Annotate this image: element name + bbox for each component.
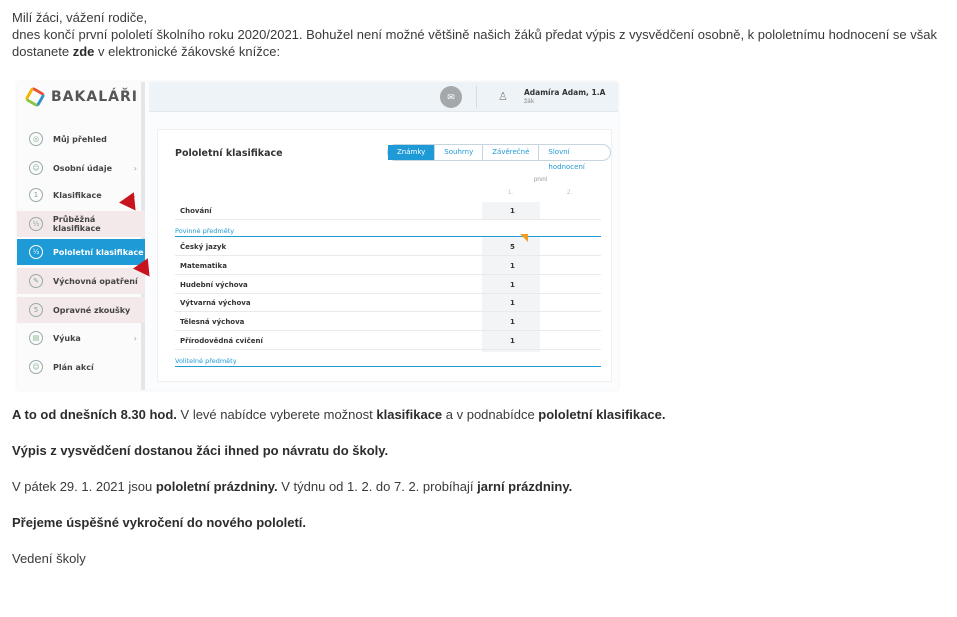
paragraph-1-bold-2: klasifikace <box>376 407 443 422</box>
grade-five-icon: 5 <box>29 303 43 317</box>
tab-zaverecne[interactable]: Závěrečné <box>483 145 539 160</box>
grades-card <box>157 129 612 382</box>
paragraph-1-text-2: a v podnabídce <box>442 407 539 422</box>
article <box>12 9 947 60</box>
book-icon: ▤ <box>29 331 43 345</box>
logo-icon <box>24 86 46 108</box>
column-header: první <box>534 177 548 183</box>
section-optional: Volitelné předměty <box>175 357 601 367</box>
chevron-down-icon: ⌄ <box>130 190 137 200</box>
paragraph-3-bold: pololetní prázdniny. <box>155 479 278 494</box>
tab-souhrny[interactable]: Souhrny <box>435 145 483 160</box>
grade-value: 1 <box>510 281 515 289</box>
fraction-icon: ½ <box>29 217 43 231</box>
subject-name: Přírodovědná cvičení <box>180 337 263 345</box>
grade-value: 1 <box>510 299 515 307</box>
sidebar-item-osobni-udaje[interactable] <box>17 155 145 181</box>
user-name[interactable]: Adamíra Adam, 1.A <box>524 88 606 97</box>
sidebar-item-prehled[interactable] <box>17 126 145 152</box>
paragraph-3-text-2: V týdnu od 1. 2. do 7. 2. probíhají <box>277 479 478 494</box>
paragraph-3-bold-2: jarní prázdniny. <box>477 479 573 494</box>
chevron-right-icon: › <box>133 333 137 343</box>
section-required: Povinné předměty <box>175 227 601 237</box>
grade-value: 1 <box>510 337 515 345</box>
subject-name: Hudební výchova <box>180 281 248 289</box>
zde-link[interactable]: zde <box>72 44 95 59</box>
tab-znamky[interactable]: Známky <box>388 145 435 160</box>
tab-slovni-hodnoceni[interactable]: Slovní hodnocení <box>548 148 585 171</box>
grade-value: 1 <box>510 262 515 270</box>
logo-text: BAKALÁŘI <box>51 89 138 105</box>
grade-value: 1 <box>510 207 515 215</box>
paragraph-1-text: V levé nabídce vyberete možnost <box>176 407 377 422</box>
sidebar-item-label: Osobní údaje <box>53 163 112 173</box>
subject-name: Český jazyk <box>180 243 227 251</box>
logo <box>27 86 138 108</box>
card-title: Pololetní klasifikace <box>175 148 283 159</box>
signature: Vedení školy <box>12 551 86 566</box>
person-icon: ☺ <box>29 161 43 175</box>
sidebar-item-label: Můj přehled <box>53 134 107 144</box>
grade-value: 1 <box>510 318 515 326</box>
column-header-2: 2. <box>567 190 573 196</box>
bakalari-screenshot <box>17 82 618 390</box>
table-row <box>175 202 601 220</box>
table-row <box>175 313 601 331</box>
paragraph-3 <box>12 478 947 495</box>
intro-line-1: dnes končí první pololetí školního roku 2020/2021. Bohužel není možné většině našich žáků předat výpis z vysvědčení osobně, k pololetnímu hodnocení se však <box>12 27 938 42</box>
table-row <box>175 294 601 312</box>
table-row <box>175 276 601 294</box>
grade-value: 5 <box>510 243 515 251</box>
top-bar <box>149 82 618 112</box>
subject-name: Výtvarná výchova <box>180 299 251 307</box>
people-icon: ☺ <box>29 360 43 374</box>
sidebar-item-label: Klasifikace <box>53 190 102 200</box>
subject-name: Tělesná výchova <box>180 318 245 326</box>
subject-name: Chování <box>180 207 212 215</box>
intro-line-2 <box>12 43 947 60</box>
paragraph-1-bold-3: pololetní klasifikace. <box>538 407 666 422</box>
sidebar-item-label: Pololetní klasifikace <box>53 247 144 257</box>
sidebar-item-label: Výchovná opatření <box>53 276 138 286</box>
article-body <box>12 406 947 567</box>
sidebar-item-opravne[interactable] <box>17 297 145 323</box>
paragraph-4-bold: Přejeme úspěšné vykročení do nového pololetí. <box>12 515 307 530</box>
sidebar-item-label: Plán akcí <box>53 362 94 372</box>
sidebar-item-pololetni[interactable] <box>17 239 145 265</box>
paragraph-1-bold: A to od dnešních 8.30 hod. <box>12 407 177 422</box>
intro-text: dostanete <box>12 44 73 59</box>
user-icon[interactable]: ♙ <box>498 91 508 103</box>
sidebar-item-plan-akci[interactable] <box>17 354 145 380</box>
sidebar-item-prubezna[interactable] <box>17 211 145 237</box>
paragraph-2 <box>12 442 947 459</box>
table-row <box>175 332 601 350</box>
fraction-icon: ½ <box>29 245 43 259</box>
table-row <box>175 238 601 256</box>
grade-icon: 1 <box>29 188 43 202</box>
target-icon: ◎ <box>29 132 43 146</box>
pen-icon: ✎ <box>29 274 43 288</box>
column-header-1: 1. <box>508 190 514 196</box>
greeting: Milí žáci, vážení rodiče, <box>12 10 148 25</box>
paragraph-4 <box>12 514 947 531</box>
divider <box>476 86 477 108</box>
intro-text-end: v elektronické žákovské knížce: <box>94 44 281 59</box>
table-row <box>175 257 601 275</box>
paragraph-3-text: V pátek 29. 1. 2021 jsou <box>12 479 156 494</box>
paragraph-2-bold: Výpis z vysvědčení dostanou žáci ihned po návratu do školy. <box>12 443 389 458</box>
chevron-right-icon: › <box>133 163 137 173</box>
sidebar-item-label: Opravné zkoušky <box>53 305 131 315</box>
paragraph-1 <box>12 406 947 423</box>
tab-bar <box>387 144 611 171</box>
sidebar-item-label: Průběžná klasifikace <box>52 215 101 233</box>
sidebar <box>17 82 145 390</box>
messages-icon[interactable]: ✉ <box>440 86 462 108</box>
sidebar-item-label: Výuka <box>53 333 81 343</box>
sidebar-item-vychovna[interactable] <box>17 268 145 294</box>
sidebar-item-vyuka[interactable] <box>17 325 145 351</box>
user-role: žák <box>524 98 535 105</box>
subject-name: Matematika <box>180 262 227 270</box>
